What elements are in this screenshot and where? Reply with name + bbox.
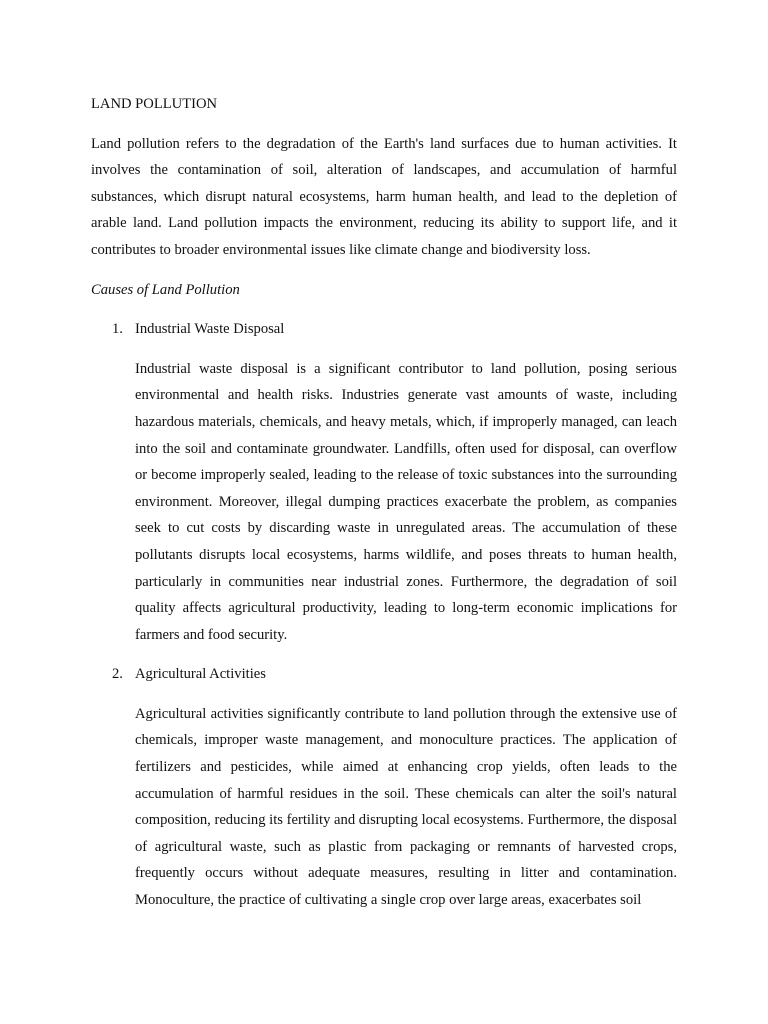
list-item-number: 1. [112,321,123,338]
list-item-heading [91,661,677,688]
list-item [91,316,677,648]
section-heading: Causes of Land Pollution [91,281,240,298]
list-item-body: Industrial waste disposal is a significant contributor to land pollution, posing serious environmental and health risks. Industries generate vast amounts of waste, including hazardous materials, chemicals, and heavy metals, which, if improperly managed, can leach into the soil and contaminate groundwater. Landfills, often used for disposal, can overflow or become improperly sealed, leading to the release of toxic substances into the surrounding environment. Moreover, illegal dumping practices exacerbate the problem, as companies seek to cut costs by discarding waste in unregulated areas. The accumulation of these pollutants disrupts local ecosystems, harms wildlife, and poses threats to human health, particularly in communities near industrial zones. Furthermore, the degradation of soil quality affects agricultural productivity, leading to long-term economic implications for farmers and food security. [135,360,677,643]
list-item-title: Agricultural Activities [135,666,266,683]
document-title: LAND POLLUTION [91,96,218,112]
intro-paragraph: Land pollution refers to the degradation of the Earth's land surfaces due to human activities. It involves the contamination of soil, alteration of landscapes, and accumulation of harmful substances, which disrupt natural ecosystems, harm human health, and lead to the depletion of arable land. Land pollution impacts the environment, reducing its ability to support life, and it contributes to broader environmental issues like climate change and biodiversity loss. [91,135,677,258]
list-item-body: Agricultural activities significantly contribute to land pollution through the extensive use of chemicals, improper waste management, and monoculture practices. The application of fertilizers and pesticides, while aimed at enhancing crop yields, often leads to the accumulation of harmful residues in the soil. These chemicals can alter the soil's natural composition, reducing its fertility and disrupting local ecosystems. Furthermore, the disposal of agricultural waste, such as plastic from packaging or remnants of harvested crops, frequently occurs without adequate measures, resulting in litter and contamination. Monoculture, the practice of cultivating a single crop over large areas, exacerbates soil [135,705,677,909]
list-item-heading [91,316,677,343]
list-item [91,661,677,913]
list-item-number: 2. [112,666,123,683]
list-item-title: Industrial Waste Disposal [135,321,285,338]
document-page [91,91,677,927]
